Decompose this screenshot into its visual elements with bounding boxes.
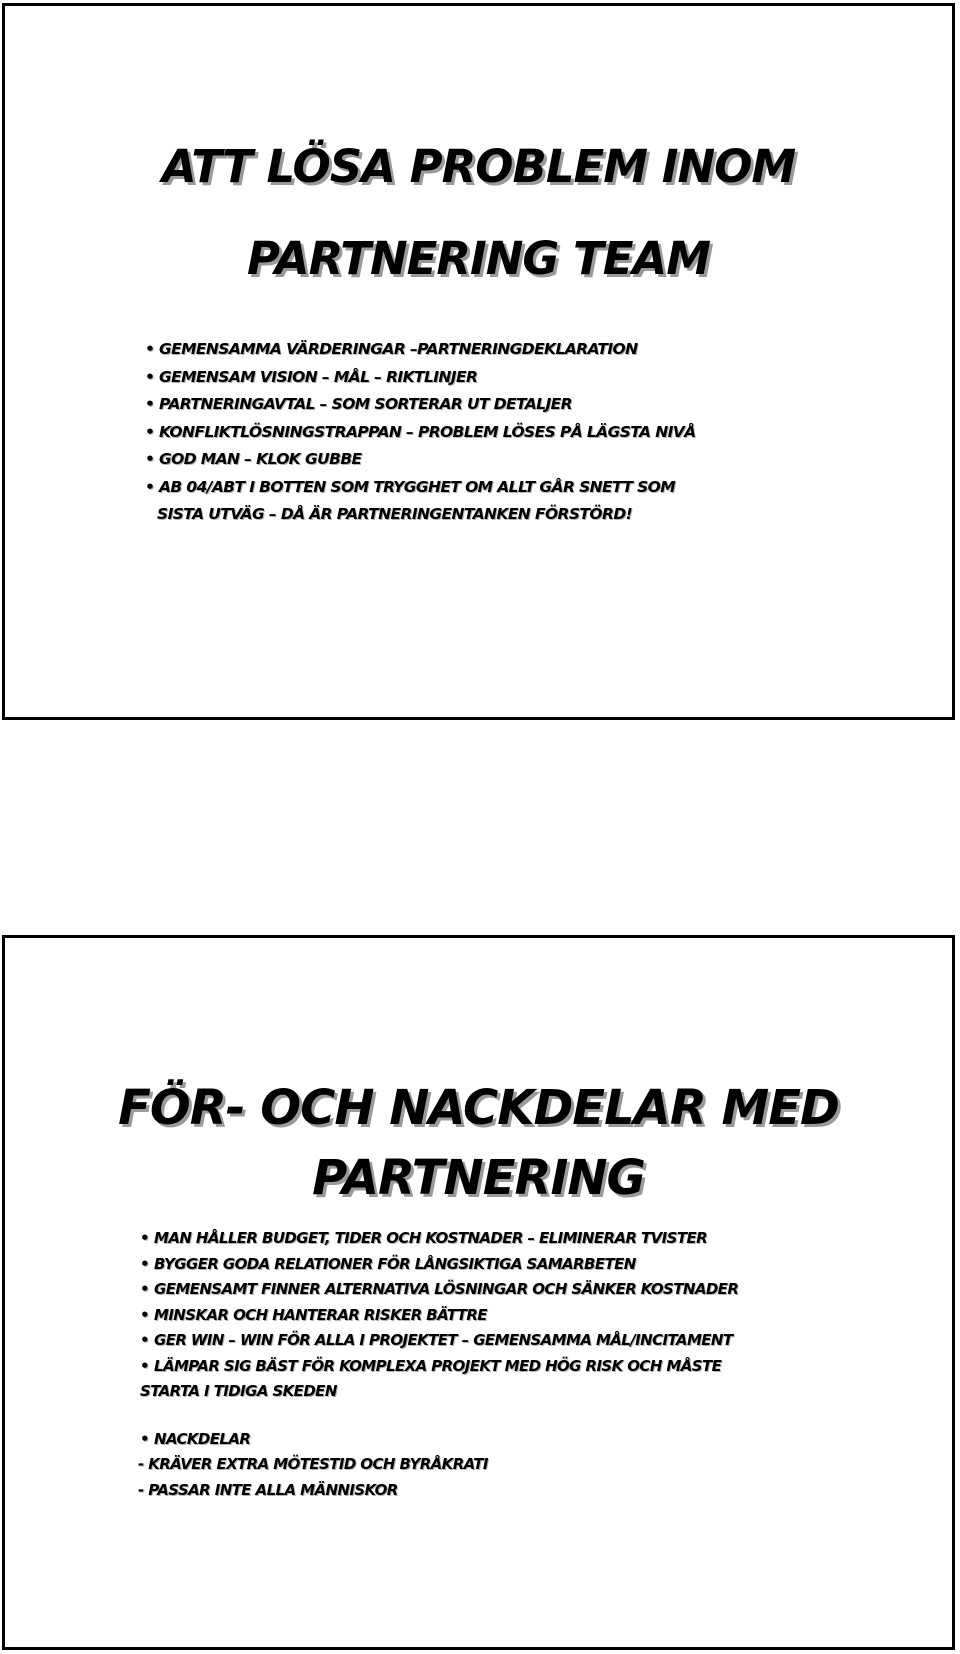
bullet-item: • GEMENSAMT FINNER ALTERNATIVA LÖSNINGAR OCH SÄNKER KOSTNADER <box>140 1277 738 1303</box>
slide-2-title-line-1: FÖR- OCH NACKDELAR MED <box>118 1080 839 1136</box>
bullet-item: • GEMENSAMMA VÄRDERINGAR –PARTNERINGDEKLARATION <box>145 336 696 364</box>
slide-1-title <box>5 121 952 305</box>
bullet-continuation: SISTA UTVÄG – DÅ ÄR PARTNERINGENTANKEN FÖRSTÖRD! <box>157 505 633 523</box>
bullet-item: • KONFLIKTLÖSNINGSTRAPPAN – PROBLEM LÖSES PÅ LÄGSTA NIVÅ <box>145 419 696 447</box>
slide-1-title-line-1: ATT LÖSA PROBLEM INOM <box>161 140 796 193</box>
bullet-item: • PARTNERINGAVTAL – SOM SORTERAR UT DETALJER <box>145 391 696 419</box>
bullet-continuation: STARTA I TIDIGA SKEDEN <box>140 1382 337 1400</box>
bullet-item: • AB 04/ABT I BOTTEN SOM TRYGGHET OM ALLT GÅR SNETT SOM SISTA UTVÄG – DÅ ÄR PARTNERINGENTANKEN FÖRSTÖRD! <box>145 474 696 529</box>
slide-2-title <box>5 1073 952 1213</box>
nackdelar-item: - KRÄVER EXTRA MÖTESTID OCH BYRÅKRATI <box>138 1455 488 1473</box>
bullet-item: • LÄMPAR SIG BÄST FÖR KOMPLEXA PROJEKT MED HÖG RISK OCH MÅSTE STARTA I TIDIGA SKEDEN <box>140 1354 738 1405</box>
bullet-item: • GER WIN – WIN FÖR ALLA I PROJEKTET – GEMENSAMMA MÅL/INCITAMENT <box>140 1328 738 1354</box>
nackdelar-item: - PASSAR INTE ALLA MÄNNISKOR <box>138 1480 398 1499</box>
bullet-item: • GOD MAN – KLOK GUBBE <box>145 446 696 474</box>
bullet-item: • MINSKAR OCH HANTERAR RISKER BÄTTRE <box>140 1303 738 1329</box>
nackdelar-heading: • NACKDELAR <box>140 1427 738 1453</box>
bullet-item: • BYGGER GODA RELATIONER FÖR LÅNGSIKTIGA SAMARBETEN <box>140 1252 738 1278</box>
bullet-item: • GEMENSAM VISION – MÅL – RIKTLINJER <box>145 364 696 392</box>
slide-1-bullet-list <box>145 336 696 529</box>
slide-1-title-line-2: PARTNERING TEAM <box>246 232 711 285</box>
slide-2-title-line-2: PARTNERING <box>312 1150 645 1206</box>
bullet-item: • MAN HÅLLER BUDGET, TIDER OCH KOSTNADER – ELIMINERAR TVISTER <box>140 1226 738 1252</box>
slide-2-bullet-list <box>140 1226 738 1503</box>
